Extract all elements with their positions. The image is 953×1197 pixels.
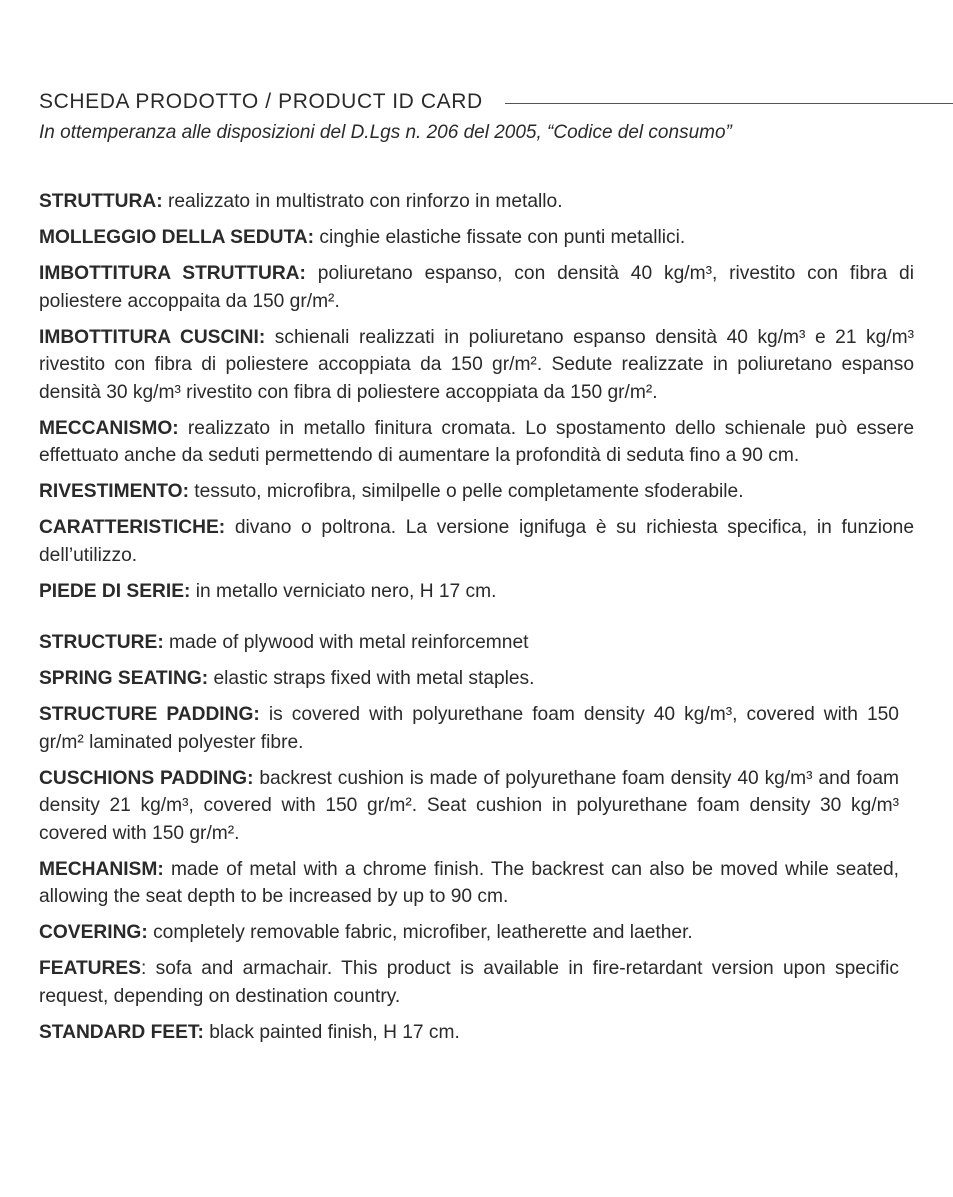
spec-entry-rivestimento [39,478,914,506]
spec-text: cinghie elastiche fissate con punti metallici. [314,227,686,248]
spec-text: poliuretano espanso, con densità 40 kg/m³, rivestito con fibra di poliestere accoppaita da 150 gr/m². [39,263,914,312]
spec-text: tessuto, microfibra, similpelle o pelle completamente sfoderabile. [188,481,744,502]
spec-entry-imbottitura-struttura [39,260,914,315]
spec-label: MECCANISMO: [39,417,179,439]
document-header [39,88,953,144]
spec-text: realizzato in metallo finitura cromata. Lo spostamento dello schienale può essere effettuato anche da seduti permettendo di aumentare la profondità di seduta fino a 90 cm. [39,417,914,466]
spec-label: STRUTTURA: [39,191,163,212]
spec-label: CARATTERISTICHE: [39,517,226,538]
title-divider [505,103,953,104]
spec-entry-caratteristiche [39,514,914,569]
spec-label: STRUCTURE PADDING: [39,704,260,725]
spec-text: divano o poltrona. La versione ignifuga è su richiesta specifica, in funzione dell’utilizzo. [39,517,914,566]
spec-label: IMBOTTITURA CUSCINI: [39,326,266,348]
spec-text: completely removable fabric, microfiber, leatherette and laether. [147,922,693,943]
document-body [39,188,914,1055]
spec-entry-cushions-padding [39,765,899,848]
spec-entry-spring-seating [39,665,899,693]
spec-text: realizzato in multistrato con rinforzo in metallo. [162,191,563,212]
english-section [39,629,899,1046]
spec-entry-mechanism [39,856,899,911]
spec-entry-covering [39,919,899,947]
spec-entry-imbottitura-cuscini [39,324,914,407]
spec-entry-standard-feet [39,1019,899,1047]
spec-text: is covered with polyurethane foam density 40 kg/m³, covered with 150 gr/m² laminated polyester fibre. [39,704,899,753]
spec-text: schienali realizzati in poliuretano espanso densità 40 kg/m³ e 21 kg/m³ rivestito con fibra di poliestere accoppiata da 150 gr/m². Sedute realizzate in poliuretano espanso densità 30 kg/m³ rivestito con fibra di poliestere accoppiata da 150 gr/m². [39,326,914,403]
spec-entry-meccanismo [39,415,914,470]
spec-label: MOLLEGGIO DELLA SEDUTA: [39,227,315,248]
spec-entry-molleggio [39,224,914,252]
spec-entry-struttura [39,188,914,216]
spec-text: backrest cushion is made of polyurethane foam density 40 kg/m³ and foam density 21 kg/m³, covered with 150 gr/m². Seat cushion in polyurethane foam density 30 kg/m³ covered with 150 gr/m². [39,767,899,844]
italian-section [39,188,914,605]
spec-text: black painted finish, H 17 cm. [203,1021,460,1043]
spec-label: STRUCTURE: [39,632,164,653]
spec-label: SPRING SEATING: [39,668,209,689]
spec-entry-piede [39,578,914,606]
spec-label: MECHANISM: [39,858,164,880]
title-row [39,88,953,116]
spec-entry-structure-padding [39,701,899,756]
spec-entry-structure [39,629,899,657]
spec-label: RIVESTIMENTO: [39,481,189,502]
spec-text: : sofa and armachair. This product is available in fire-retardant version upon specific request, depending on destination country. [39,958,899,1007]
spec-label: PIEDE DI SERIE: [39,580,191,602]
spec-text: made of metal with a chrome finish. The backrest can also be moved while seated, allowing the seat depth to be increased by up to 90 cm. [39,858,899,907]
spec-text: elastic straps fixed with metal staples. [208,668,535,689]
page-title: SCHEDA PRODOTTO / PRODUCT ID CARD [39,90,483,113]
spec-text: in metallo verniciato nero, H 17 cm. [190,580,497,602]
spec-label: COVERING: [39,922,148,943]
spec-entry-features [39,955,899,1010]
spec-label: STANDARD FEET: [39,1021,204,1043]
spec-label: IMBOTTITURA STRUTTURA: [39,263,306,284]
spec-label: CUSCHIONS PADDING: [39,767,254,789]
spec-text: made of plywood with metal reinforcemnet [163,632,529,653]
page-subtitle: In ottemperanza alle disposizioni del D.Lgs n. 206 del 2005, “Codice del consumo” [39,122,732,143]
spec-label: FEATURES [39,958,141,979]
